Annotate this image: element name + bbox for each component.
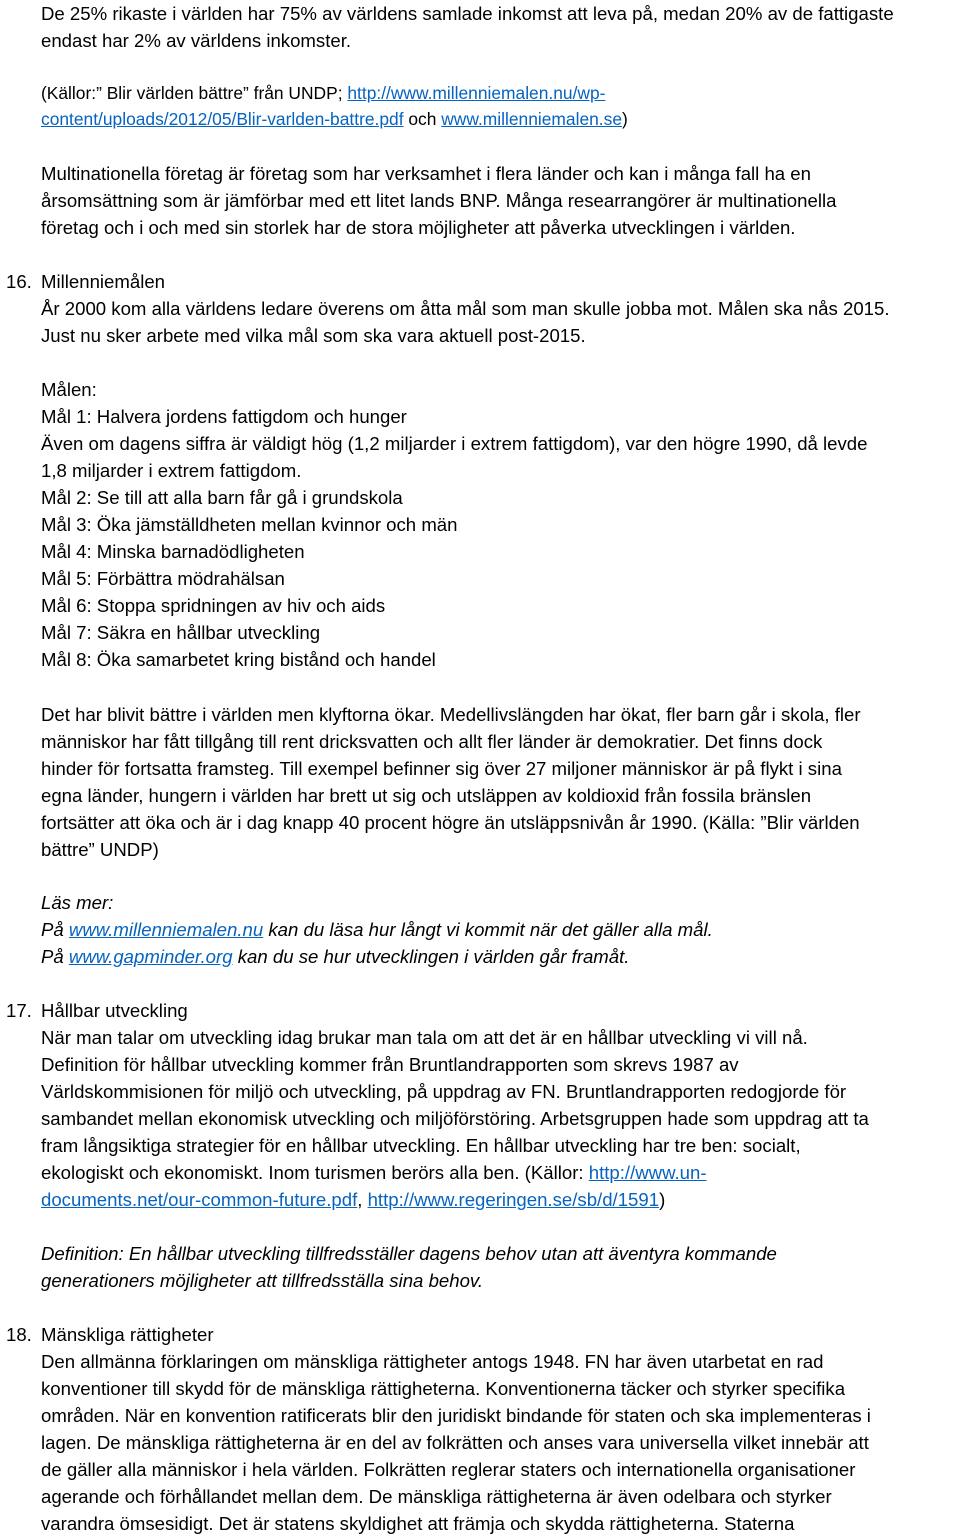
progress-paragraph-line: människor har fått tillgång till rent dricksvatten och allt fler länder är demokratier. Det finns dock: [41, 731, 823, 752]
source-line: [41, 80, 605, 107]
link-gapminder[interactable]: www.gapminder.org: [68, 946, 233, 967]
section-text: konventioner till skydd för de mänskliga rättigheterna. Konventionerna täcker och styrker specifika: [41, 1378, 846, 1399]
section-text: sambandet mellan ekonomisk utveckling och miljöförstöring. Arbetsgruppen hade som uppdrag att ta: [41, 1108, 869, 1129]
section-text: lagen. De mänskliga rättigheterna är en del av folkrätten och anses vara universella vilket innebär att: [41, 1432, 869, 1453]
section-text: År 2000 kom alla världens ledare överens om åtta mål som man skulle jobba mot. Målen ska nås 2015.: [41, 298, 890, 319]
goals-heading: Målen:: [41, 379, 97, 400]
section-text: ): [659, 1189, 666, 1210]
definition-text: generationers möjligheter att tillfredsställa sina behov.: [41, 1270, 484, 1291]
source-line: [41, 106, 628, 133]
section-number: 18.: [6, 1324, 32, 1345]
read-more-text: På: [41, 946, 69, 967]
goal-item: Mål 1: Halvera jordens fattigdom och hunger: [41, 406, 407, 427]
section-text: områden. När en konvention ratificerats blir den juridiskt bindande för staten och ska implementeras i: [41, 1405, 871, 1426]
read-more-line: [41, 943, 629, 970]
goal-item: Mål 4: Minska barnadödligheten: [41, 541, 305, 562]
read-more-text: kan du se hur utvecklingen i världen går framåt.: [232, 946, 630, 967]
source-link-millenniemalen-se[interactable]: www.millenniemalen.se: [441, 109, 622, 129]
source-text: och: [403, 109, 442, 129]
progress-paragraph-line: egna länder, hungern i världen har brett ut sig och utsläppen av koldioxid från fossila bränslen: [41, 785, 812, 806]
section-sources: [41, 1186, 665, 1213]
goal-item: Mål 2: Se till att alla barn får gå i grundskola: [41, 487, 403, 508]
section-text: Den allmänna förklaringen om mänskliga rättigheter antogs 1948. FN har även utarbetat en rad: [41, 1351, 824, 1372]
intro-line: endast har 2% av världens inkomster.: [41, 30, 352, 51]
read-more-text: På: [41, 919, 69, 940]
definition-text: Definition: En hållbar utveckling tillfredsställer dagens behov utan att äventyra kommande: [41, 1243, 777, 1264]
section-text: Världskommisionen för miljö och utveckling, på uppdrag av FN. Bruntlandrapporten redogjorde för: [41, 1081, 847, 1102]
section-text: Just nu sker arbete med vilka mål som ska vara aktuell post-2015.: [41, 325, 586, 346]
section-text: fram långsiktiga strategier för en hållbar utveckling. En hållbar utveckling har tre ben: socialt,: [41, 1135, 801, 1156]
goal-item: Mål 7: Säkra en hållbar utveckling: [41, 622, 321, 643]
section-text: agerande och förhållandet mellan dem. De mänskliga rättigheterna är även odelbara och styrker: [41, 1486, 832, 1507]
goal-text: 1,8 miljarder i extrem fattigdom.: [41, 460, 302, 481]
link-un-documents-a[interactable]: http://www.un-: [588, 1162, 707, 1183]
progress-paragraph-line: bättre” UNDP): [41, 839, 159, 860]
link-millenniemalen-nu[interactable]: www.millenniemalen.nu: [68, 919, 264, 940]
source-text: ): [622, 109, 628, 129]
goal-item: Mål 3: Öka jämställdheten mellan kvinnor och män: [41, 514, 458, 535]
section-text: Definition för hållbar utveckling kommer från Bruntlandrapporten som skrevs 1987 av: [41, 1054, 739, 1075]
source-text: (Källor:” Blir världen bättre” från UNDP;: [41, 83, 348, 103]
section-number: 17.: [6, 1000, 32, 1021]
multinational-paragraph-line: Multinationella företag är företag som har verksamhet i flera länder och kan i många fall ha en: [41, 163, 811, 184]
progress-paragraph-line: fortsätter att öka och är i dag knapp 40 procent högre än utsläppsnivån år 1990. (Källa: ”Blir världen: [41, 812, 860, 833]
read-more-text: kan du läsa hur långt vi kommit när det gäller alla mål.: [263, 919, 713, 940]
goal-item: Mål 8: Öka samarbetet kring bistånd och handel: [41, 649, 436, 670]
section-text: de gäller alla människor i hela världen. Folkrätten reglerar staters och internationella organisationer: [41, 1459, 856, 1480]
section-text: ,: [357, 1189, 368, 1210]
read-more-heading: Läs mer:: [41, 892, 114, 913]
link-un-documents-b[interactable]: documents.net/our-common-future.pdf: [41, 1189, 358, 1210]
progress-paragraph-line: Det har blivit bättre i världen men klyftorna ökar. Medellivslängden har ökat, fler barn går i skola, fler: [41, 704, 861, 725]
goal-item: Mål 5: Förbättra mödrahälsan: [41, 568, 285, 589]
multinational-paragraph-line: företag och i och med sin storlek har de stora möjligheter att påverka utvecklingen i världen.: [41, 217, 796, 238]
multinational-paragraph-line: årsomsättning som är jämförbar med ett litet lands BNP. Många researrangörer är multinationella: [41, 190, 837, 211]
section-text: När man talar om utveckling idag brukar man tala om att det är en hållbar utveckling vi vill nå.: [41, 1027, 808, 1048]
intro-line: De 25% rikaste i världen har 75% av världens samlade inkomst att leva på, medan 20% av de fattigaste: [41, 3, 894, 24]
goal-text: Även om dagens siffra är väldigt hög (1,2 miljarder i extrem fattigdom), var den högre 1990, då levde: [41, 433, 868, 454]
section-text-with-link: [41, 1159, 707, 1186]
section-title: Mänskliga rättigheter: [41, 1324, 214, 1345]
goal-item: Mål 6: Stoppa spridningen av hiv och aids: [41, 595, 386, 616]
source-link-undp-a[interactable]: http://www.millenniemalen.nu/wp-: [347, 83, 606, 103]
section-text: varandra ömsesidigt. Det är statens skyldighet att främja och skydda rättigheterna. Staterna: [41, 1513, 795, 1534]
section-title: Hållbar utveckling: [41, 1000, 188, 1021]
link-regeringen[interactable]: http://www.regeringen.se/sb/d/1591: [367, 1189, 660, 1210]
source-link-undp-b[interactable]: content/uploads/2012/05/Blir-varlden-battre.pdf: [41, 109, 404, 129]
section-number: 16.: [6, 271, 32, 292]
section-text: ekologiskt och ekonomiskt. Inom turismen berörs alla ben. (Källor:: [41, 1162, 589, 1183]
read-more-line: [41, 916, 713, 943]
progress-paragraph-line: hinder för fortsatta framsteg. Till exempel befinner sig över 27 miljoner människor är på flykt i sina: [41, 758, 842, 779]
section-title: Millenniemålen: [41, 271, 166, 292]
